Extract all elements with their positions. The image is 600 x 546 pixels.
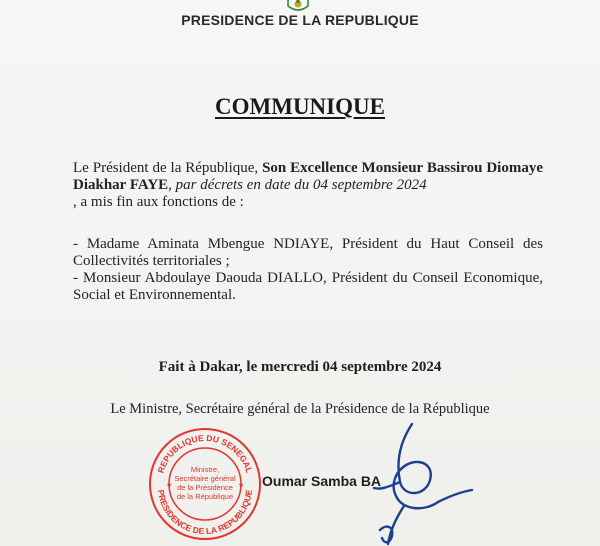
- minister-title: Le Ministre, Secrétaire général de la Présidence de la République: [110, 401, 490, 417]
- list-item: - Monsieur Abdoulaye Daouda DIALLO, Président du Conseil Economique, Social et Environnemental.: [73, 270, 543, 303]
- seal-bottom-text: PRESIDENCE DE LA REPUBLIQUE: [156, 489, 254, 537]
- intro-lead: Le Président de la République,: [73, 160, 263, 176]
- intro-tail: , a mis fin aux fonctions de :: [73, 194, 244, 210]
- place-and-date: Fait à Dakar, le mercredi 04 septembre 2024: [158, 359, 442, 375]
- svg-text:★: ★: [166, 481, 173, 489]
- document-title: COMMUNIQUE: [215, 94, 385, 119]
- presidency-header: PRESIDENCE DE LA REPUBLIQUE: [181, 12, 419, 28]
- official-seal-stamp: [146, 425, 264, 543]
- decree-date: , par décrets en date du 04 septembre 2024: [168, 177, 427, 193]
- svg-text:★: ★: [238, 481, 245, 489]
- handwritten-signature: [360, 418, 510, 546]
- intro-paragraph: [73, 160, 543, 211]
- svg-text:de la République: de la République: [176, 492, 234, 501]
- svg-text:Secrétaire général: Secrétaire général: [174, 474, 236, 483]
- signer-name: Oumar Samba BA: [262, 473, 382, 489]
- list-item: - Madame Aminata Mbengue NDIAYE, Président du Haut Conseil des Collectivités territoriales ;: [73, 236, 543, 269]
- svg-text:Ministre,: Ministre,: [190, 465, 220, 474]
- seal-top-text: REPUBLIQUE DU SENEGAL: [155, 432, 255, 475]
- president-name: Son Excellence Monsieur Bassirou Diomaye Diakhar FAYE: [73, 160, 543, 193]
- svg-text:de la Présidence: de la Présidence: [177, 483, 233, 492]
